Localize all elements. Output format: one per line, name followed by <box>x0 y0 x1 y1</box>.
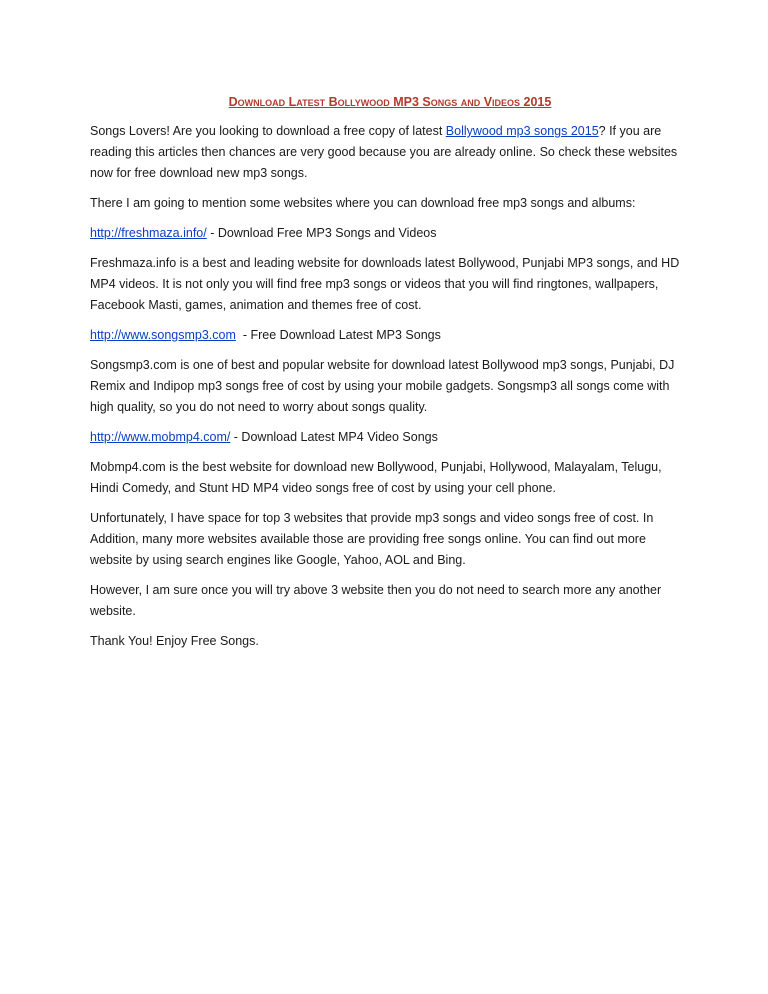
intro-text-after: ? If you are reading this articles then chances are very good because you are already online. So check these websites now for free download new mp3 songs. <box>90 124 678 180</box>
songsmp3-tagline: - Free Download Latest MP3 Songs <box>235 328 441 342</box>
mobmp4-tagline: - Download Latest MP4 Video Songs <box>230 430 438 444</box>
songsmp3-link[interactable]: http://www.songsmp3.com <box>90 328 236 342</box>
closing-line: Thank You! Enjoy Free Songs. <box>90 634 259 648</box>
document-page <box>90 92 690 661</box>
freshmaza-description: Freshmaza.info is a best and leading website for downloads latest Bollywood, Punjabi MP3 songs, and HD MP4 videos. It is not only you will find free mp3 songs or videos that you will find ringtones, wallpapers, Facebook Masti, games, animation and themes free of cost. <box>90 256 680 312</box>
site-heading-mobmp4 <box>90 427 690 448</box>
document-title: Download Latest Bollywood MP3 Songs and Videos 2015 <box>228 95 552 109</box>
freshmaza-link[interactable]: http://freshmaza.info/ <box>90 226 207 240</box>
however-paragraph: However, I am sure once you will try above 3 website then you do not need to search more any another website. <box>90 583 662 618</box>
freshmaza-tagline: - Download Free MP3 Songs and Videos <box>206 226 437 240</box>
songsmp3-description: Songsmp3.com is one of best and popular website for download latest Bollywood mp3 songs, Punjabi, DJ Remix and Indipop mp3 songs free of cost by using your mobile gadgets. Songsmp3 all songs come with high quality, so you do not need to worry about songs quality. <box>90 358 675 414</box>
site-heading-freshmaza <box>90 223 690 244</box>
mobmp4-description: Mobmp4.com is the best website for download new Bollywood, Punjabi, Hollywood, Malayalam, Telugu, Hindi Comedy, and Stunt HD MP4 video songs free of cost by using your cell phone. <box>90 460 662 495</box>
mobmp4-link[interactable]: http://www.mobmp4.com/ <box>90 430 231 444</box>
mention-paragraph: There I am going to mention some websites where you can download free mp3 songs and albums: <box>90 196 636 210</box>
intro-paragraph <box>90 121 690 184</box>
intro-text-before: Songs Lovers! Are you looking to download a free copy of latest <box>90 124 446 138</box>
site-heading-songsmp3 <box>90 325 690 346</box>
bollywood-songs-link[interactable]: Bollywood mp3 songs 2015 <box>445 124 599 138</box>
unfortunately-paragraph: Unfortunately, I have space for top 3 websites that provide mp3 songs and video songs free of cost. In Addition, many more websites available those are providing free songs online. You can find out more website by using search engines like Google, Yahoo, AOL and Bing. <box>90 511 654 567</box>
